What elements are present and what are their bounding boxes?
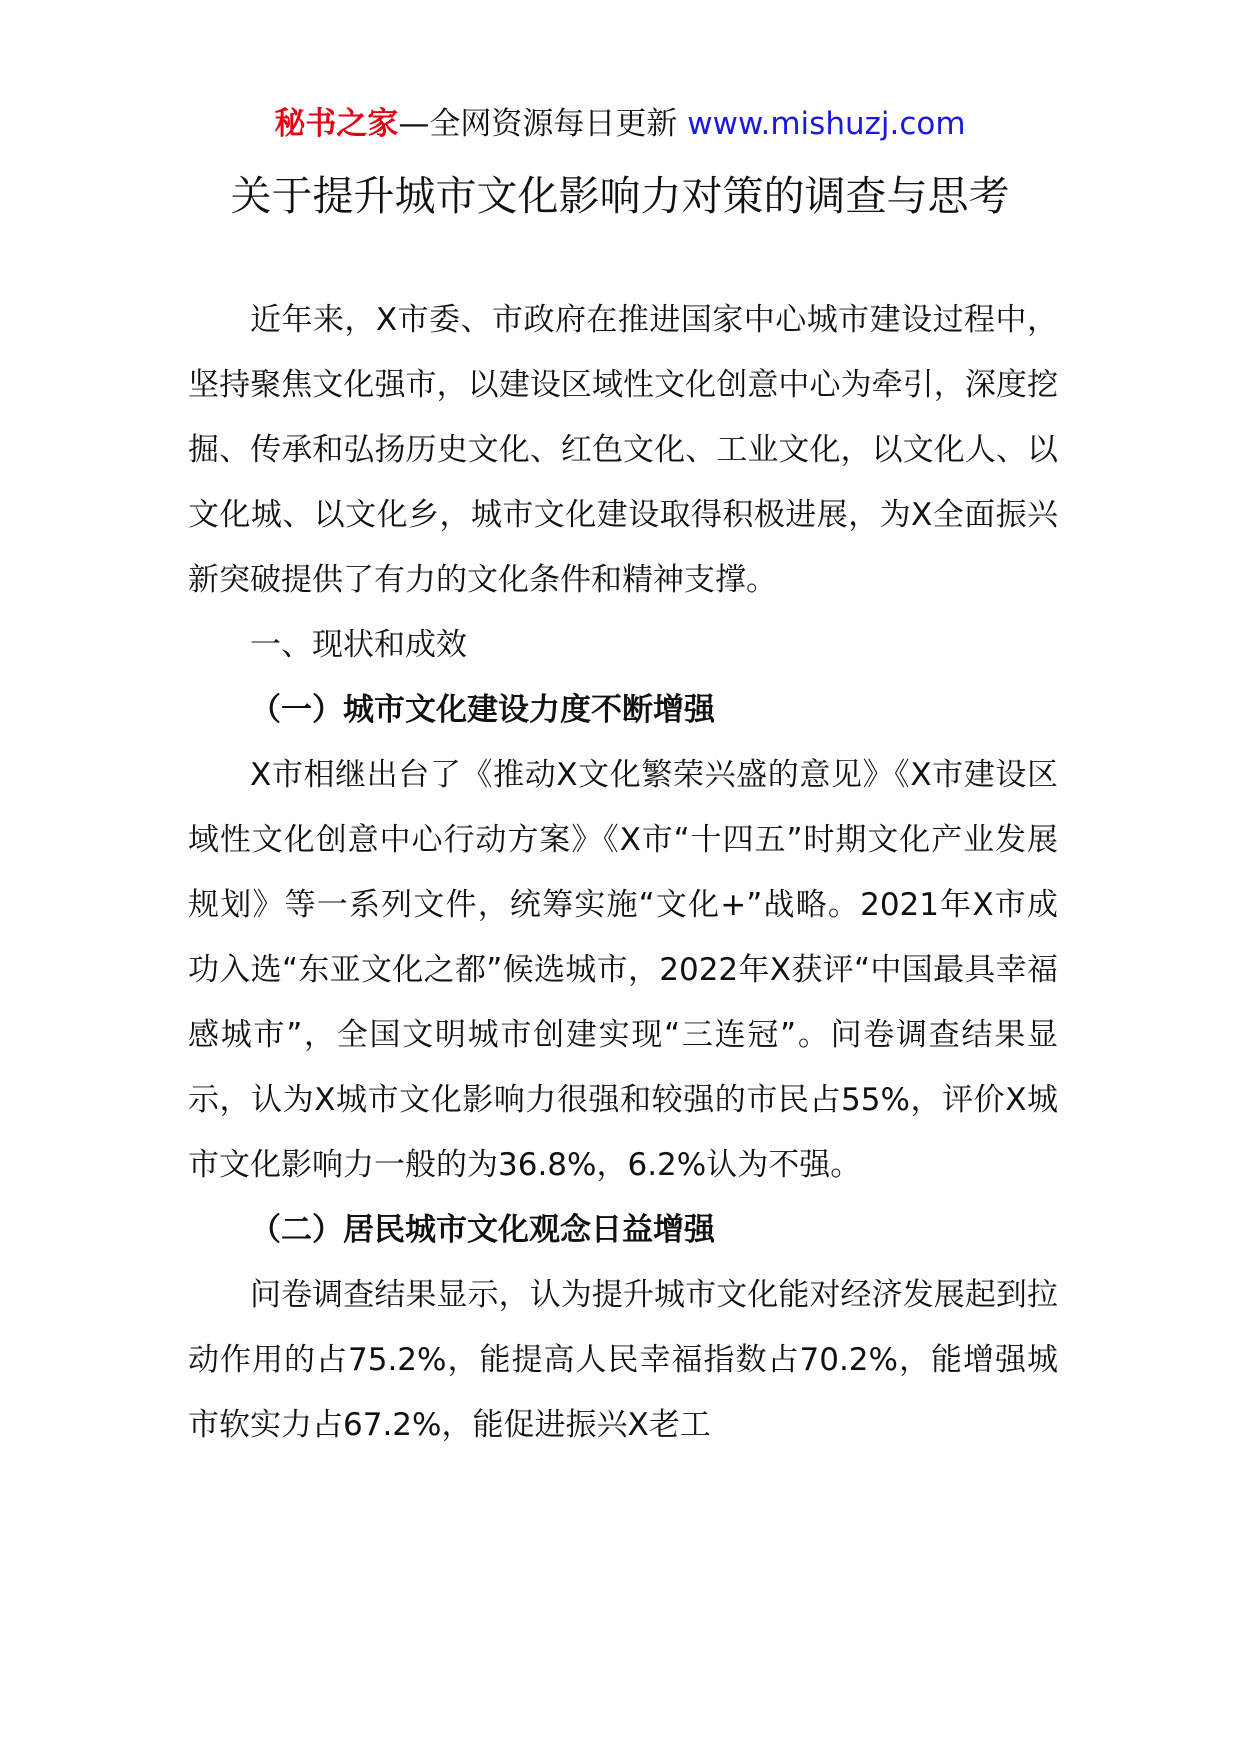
section-heading-1: 一、现状和成效 [250,627,467,663]
brand-name: 秘书之家 [274,106,399,142]
body-paragraph-1: X市相继出台了《推动X文化繁荣兴盛的意见》《X市建设区域性文化创意中心行动方案》《X市“十四五”时期文化产业发展规划》等一系列文件，统筹实施“文化+”战略。2021年X市成功入选“东亚文化之都”候选城市，2022年X获评“中国最具幸福感城市”，全国文明城市创建实现“三连冠”。问卷调查结果显示，认为X城市文化影响力很强和较强的市民占55%，评价X城市文化影响力一般的为36.8%，6.2%认为不强。 [188,757,1058,1183]
banner-tagline: —全网资源每日更新 [398,106,688,142]
subsection-heading-1: （一）城市文化建设力度不断增强 [250,692,715,728]
document-body [188,288,1058,1458]
subsection-heading-2: （二）居民城市文化观念日益增强 [250,1212,715,1248]
intro-paragraph: 近年来，X市委、市政府在推进国家中心城市建设过程中，坚持聚焦文化强市，以建设区域性文化创意中心为牵引，深度挖掘、传承和弘扬历史文化、红色文化、工业文化，以文化人、以文化城、以文化乡，城市文化建设取得积极进展，为X全面振兴新突破提供了有力的文化条件和精神支撑。 [188,302,1058,598]
site-url-link[interactable]: www.mishuzj.com [687,106,966,142]
site-banner [0,104,1240,144]
document-title: 关于提升城市文化影响力对策的调查与思考 [230,172,1010,220]
body-paragraph-2: 问卷调查结果显示，认为提升城市文化能对经济发展起到拉动作用的占75.2%，能提高人民幸福指数占70.2%，能增强城市软实力占67.2%，能促进振兴X老工 [188,1277,1058,1443]
